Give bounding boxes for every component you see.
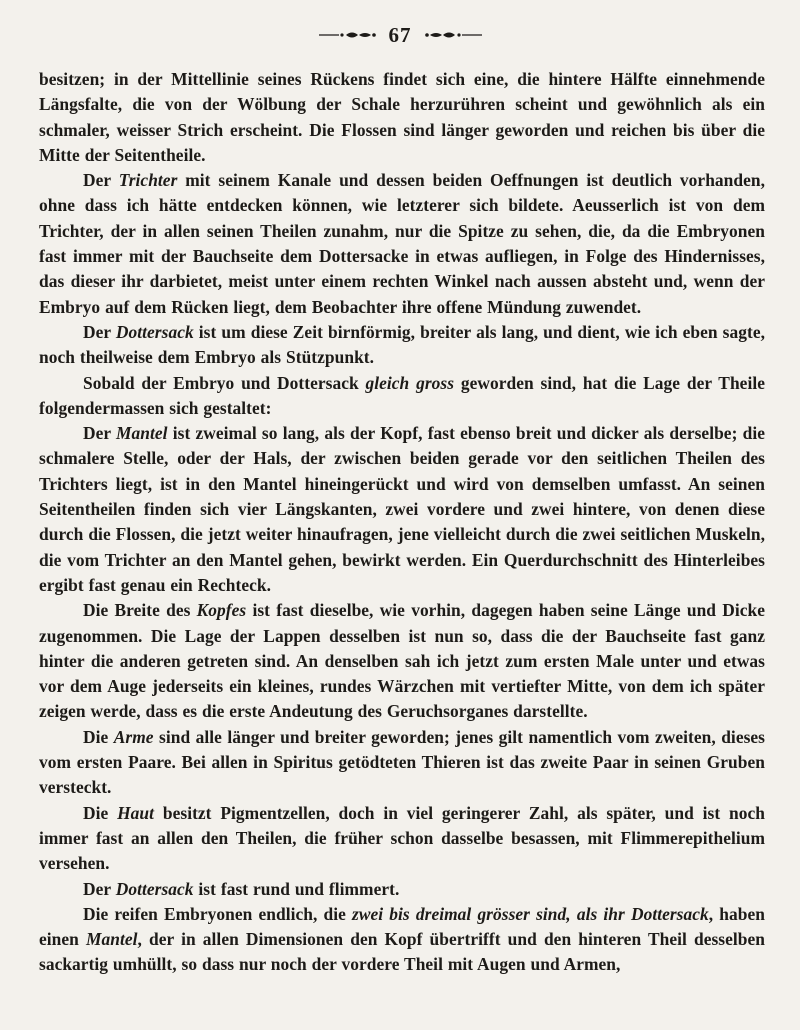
emphasized-term: Mantel xyxy=(85,929,138,950)
text-run: mit seinem Kanale und dessen beiden Oeffnungen ist deutlich vorhanden, ohne dass ich hätte entdecken können, wie letzterer sich bildete. Aeusserlich ist von dem Trichter, der in allen seinen Theilen zunahm, nur die Spitze zu sehen, die, da die Embryonen fast immer mit der Bauchseite dem Dottersacke in etwas aufliegen, in Folge des Hindernisses, das dieser ihr darbietet, meist unter einem rechten Winkel nach aussen absteht und, wenn der Embryo auf dem Rücken liegt, dem Beobachter ihre offene Mündung zuwendet. xyxy=(39,170,765,317)
paragraph-p6 xyxy=(39,598,765,724)
emphasized-term: Haut xyxy=(117,802,155,823)
emphasized-term: gleich gross xyxy=(365,372,455,393)
left-ornament-icon xyxy=(319,30,377,40)
running-head xyxy=(0,22,800,48)
text-run: Der xyxy=(83,170,119,191)
text-run: Der xyxy=(83,878,116,899)
paragraph-p3 xyxy=(39,320,765,371)
text-run: Die xyxy=(83,726,114,747)
text-run: , haben einen xyxy=(39,903,765,950)
paragraph-p10 xyxy=(39,902,765,978)
emphasized-term: Dottersack xyxy=(115,321,194,342)
text-run: ist um diese Zeit birnförmig, breiter als lang, und dient, wie ich eben sagte, noch theilweise dem Embryo als Stützpunkt. xyxy=(39,321,766,368)
emphasized-term: Dottersack xyxy=(115,878,194,899)
text-run: ist fast dieselbe, wie vorhin, dagegen haben seine Länge und Dicke zugenommen. Die Lage der Lappen desselben ist nun so, dass die der Bauchseite fast ganz hinter die anderen getreten sind. An denselben sah ich jetzt zum ersten Male unter und etwas vor dem Auge jederseits ein kleines, rundes Wärzchen mit vertiefter Mitte, von dem ich später zeigen werde, dass es die erste Andeutung des Geruchsorganes darstellte. xyxy=(39,600,765,722)
text-run: besitzt Pigmentzellen, doch in viel geringerer Zahl, als später, und ist noch immer fast an allen den Theilen, die früher schon dasselbe besassen, mit Flimmerepithelium versehen. xyxy=(39,802,765,874)
text-run: geworden sind, hat die Lage der Theile folgendermassen sich gestaltet: xyxy=(39,372,765,418)
paragraph-p5 xyxy=(39,421,765,598)
text-run: Der xyxy=(83,423,117,444)
text-run: Sobald der Embryo und Dottersack xyxy=(83,372,366,393)
text-run: ist fast rund und flimmert. xyxy=(193,878,400,899)
paragraph-p2 xyxy=(39,168,765,320)
emphasized-term: zwei bis dreimal grösser sind, als ihr Dottersack xyxy=(352,903,709,924)
paragraph-p7 xyxy=(39,725,765,801)
text-run: Der xyxy=(83,321,116,342)
emphasized-term: Mantel xyxy=(116,423,168,444)
text-run: besitzen; in der Mittellinie seines Rückens findet sich eine, die hintere Hälfte einnehmende Längsfalte, die von der Wölbung der Schale herzurühren scheint und gewöhnlich als ein schmaler, weisser Strich erscheint. Die Flossen sind länger geworden und reichen bis über die Mitte der Seitentheile. xyxy=(39,69,765,165)
text-run: sind alle länger und breiter geworden; jenes gilt namentlich vom zweiten, dieses vom ersten Paare. Bei allen in Spiritus getödteten Thieren ist das zweite Paar in seinen Gruben versteckt. xyxy=(39,726,765,798)
page-number: 67 xyxy=(388,23,412,47)
emphasized-term: Trichter xyxy=(118,170,178,191)
paragraph-p8 xyxy=(39,801,765,877)
emphasized-term: Kopfes xyxy=(196,600,247,621)
text-run: ist zweimal so lang, als der Kopf, fast ebenso breit und dicker als derselbe; die schmalere Stelle, oder der Hals, der zwischen beiden gerade vor den seitlichen Theilen des Trichters liegt, ist in den Mantel hineingerückt und wird von demselben umfasst. An seinen Seitentheilen finden sich vier Längskanten, zwei vordere und zwei hintere, von denen diese durch die Flossen, die jetzt weiter hinaufragen, jene vielleicht durch die zwei seitlichen Muskeln, die vom Trichter an den Mantel gehen, bewirkt werden. Ein Querdurchschnitt des Hinterleibes ergibt fast genau ein Rechteck. xyxy=(39,423,765,595)
emphasized-term: Arme xyxy=(113,726,154,747)
paragraph-p4 xyxy=(39,371,765,422)
text-run: Die xyxy=(83,802,118,823)
text-run: Die reifen Embryonen endlich, die xyxy=(83,903,353,924)
text-run: , der in allen Dimensionen den Kopf übertrifft und den hinteren Theil desselben sackartig umhüllt, so dass nur noch der vordere Theil mit Augen und Armen, xyxy=(39,929,765,975)
right-ornament-icon xyxy=(424,30,482,40)
paragraph-p1 xyxy=(39,67,765,168)
paragraph-p9 xyxy=(39,877,765,902)
body-text xyxy=(39,67,765,978)
text-run: Die Breite des xyxy=(83,600,197,621)
